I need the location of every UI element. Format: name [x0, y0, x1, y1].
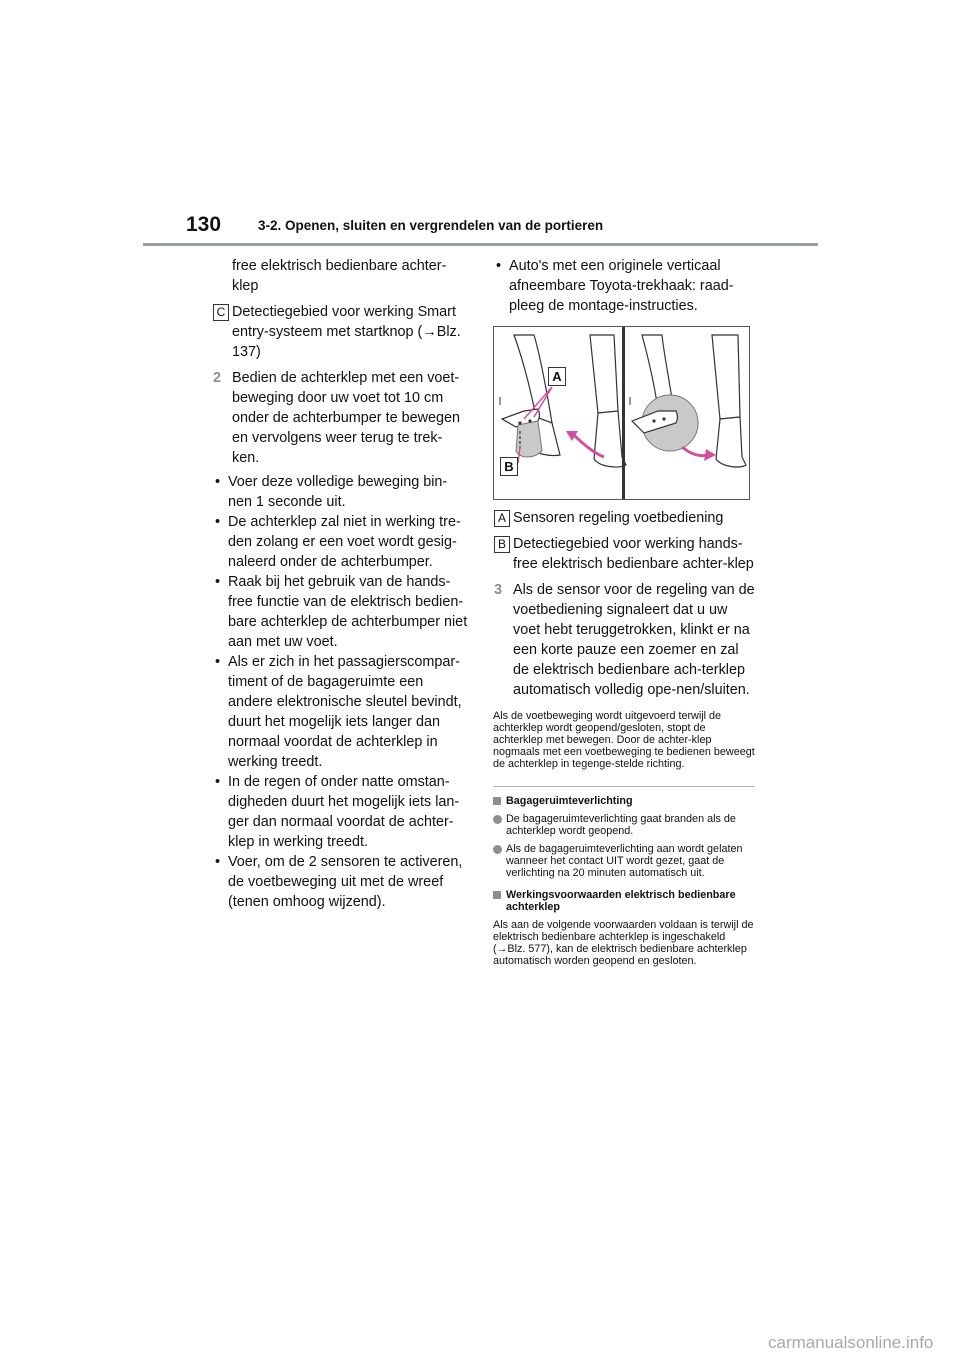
list-item [493, 843, 755, 879]
header-rule [143, 243, 818, 246]
gray-dot-icon [493, 815, 502, 824]
watermark: carmanualsonline.info [768, 1333, 934, 1352]
list-item: • Raak bij het gebruik van de hands-free functie van de elektrisch bedien-bare achterklep de achterbumper niet aan met uw voet. [212, 572, 468, 652]
list-item-text: De bagageruimteverlichting gaat branden als de achterklep wordt geopend. [506, 813, 736, 837]
step-3-text: Als de sensor voor de regeling van de voetbediening signaleert dat u uw voet hebt teruggetrokken, klinkt er na een korte pauze een zoemer en zal de elektrisch bedienbare ach-terklep automatisch volledig ope-nen/sluiten. [513, 582, 755, 698]
label-a-item [493, 508, 755, 528]
figure-label-b: B [500, 457, 518, 476]
step-2-text: Bedien de achterklep met een voet-beweging door uw voet tot 10 cm onder de achterbumper te bewegen en vervolgens weer terug te trek-ken. [232, 370, 461, 466]
left-column [212, 256, 468, 912]
right-column [493, 256, 755, 967]
conditions-paragraph: Als aan de volgende voorwaarden voldaan is terwijl de elektrisch bedienbare achterklep is ingeschakeld (→Blz. 577), kan de elektrisch bedienbare achterklep automatisch worden geopend en gesloten. [493, 919, 754, 967]
list-item: • In de regen of onder natte omstan-digheden duurt het mogelijk iets lan-ger dan normaal voordat de achter-klep in werking treedt. [212, 772, 468, 852]
label-b-box: B [494, 536, 510, 553]
label-c-box: C [213, 304, 229, 321]
label-c-text: Detectiegebied voor werking Smart entry-systeem met startknop (→Blz. 137) [232, 304, 461, 360]
page-number: 130 [186, 213, 222, 236]
section-heading-conditions [493, 889, 755, 913]
gray-dot-icon [493, 845, 502, 854]
foot-sensor-illustration [493, 326, 750, 500]
list-item: • Als er zich in het passagierscompar-timent of de bagageruimte een andere elektronische sleutel bevindt, duurt het mogelijk iets langer dan normaal voordat de achterklep in werking treedt. [212, 652, 468, 772]
left-bullet-list [212, 472, 468, 912]
figure-label-a: A [548, 367, 566, 386]
gray-square-icon [493, 797, 501, 805]
section-title: 3-2. Openen, sluiten en vergrendelen van de portieren [258, 218, 604, 233]
list-item: • De achterklep zal niet in werking tre-den zolang er een voet wordt gesig-naleerd onder de achterbumper. [212, 512, 468, 572]
list-item: • Auto's met een originele verticaal afneembare Toyota-trekhaak: raad-pleeg de montage-instructies. [493, 256, 755, 316]
section-divider [493, 786, 755, 787]
section-heading-text: Bagageruimteverlichting [506, 795, 633, 807]
label-a-text: Sensoren regeling voetbediening [513, 510, 724, 526]
label-c-item [212, 302, 468, 362]
label-a-box: A [494, 510, 510, 527]
gray-square-icon [493, 891, 501, 899]
list-item-text: Als de bagageruimteverlichting aan wordt gelaten wanneer het contact UIT wordt gezet, gaat de verlichting na 20 minuten automatisch uit. [506, 843, 743, 879]
step-3-number: 3 [494, 582, 503, 598]
note-paragraph: Als de voetbeweging wordt uitgevoerd terwijl de achterklep wordt geopend/gesloten, stopt de achterklep met bewegen. Door de achter-klep nogmaals met een voetbeweging te bedienen beweegt de achterklep in tegenge-stelde richting. [493, 710, 755, 770]
list-item: • Voer, om de 2 sensoren te activeren, de voetbeweging uit met de wreef (tenen omhoog wijzend). [212, 852, 468, 912]
continued-text: free elektrisch bedienbare achter- klep [232, 258, 447, 294]
right-bullet-list [493, 256, 755, 316]
section-heading-luggage-light [493, 795, 755, 807]
label-b-item [493, 534, 755, 574]
illustration-drawing [494, 327, 749, 499]
section-heading-text: Werkingsvoorwaarden elektrisch bedienbare achterklep [506, 889, 736, 913]
step-2-number: 2 [213, 370, 222, 386]
list-item [493, 813, 755, 837]
label-b-text: Detectiegebied voor werking hands-free elektrisch bedienbare achter-klep [513, 536, 754, 572]
step-3 [493, 580, 755, 700]
list-item: • Voer deze volledige beweging bin-nen 1 seconde uit. [212, 472, 468, 512]
step-2 [212, 368, 468, 468]
